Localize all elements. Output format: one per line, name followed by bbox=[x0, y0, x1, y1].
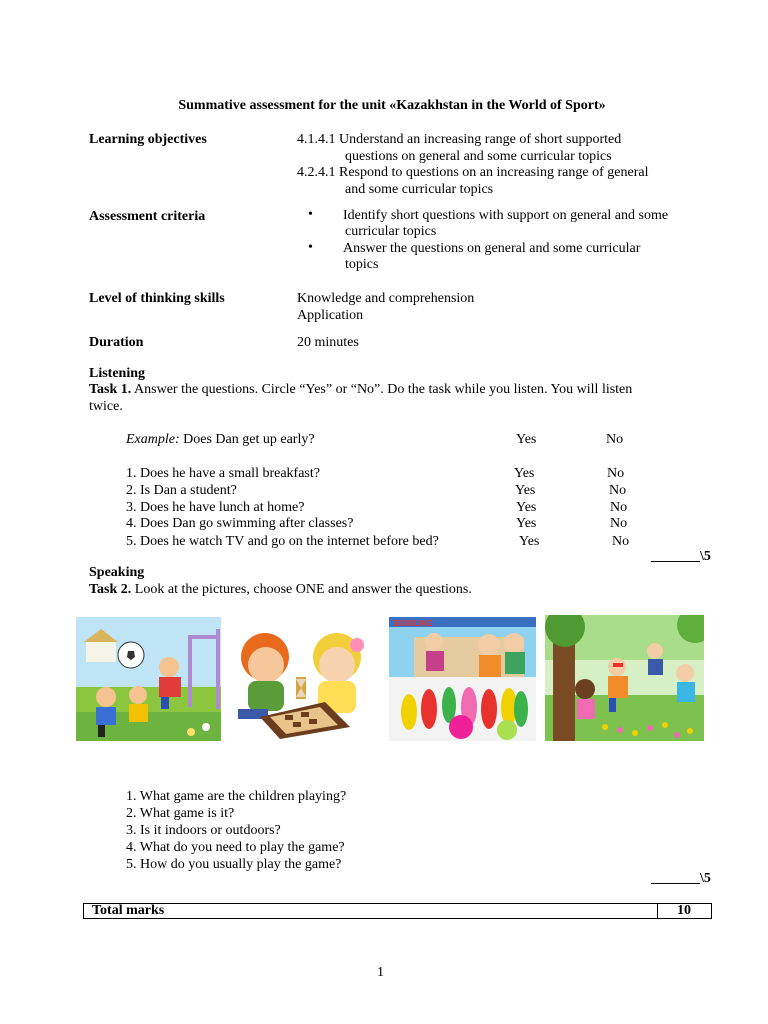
listening-question-3: 3. Does he have lunch at home? bbox=[126, 500, 305, 515]
objective-1-line2: questions on general and some curricular topics bbox=[345, 149, 612, 164]
task-1-text: Answer the questions. Circle “Yes” or “No”. Do the task while you listen. You will listen bbox=[131, 382, 633, 397]
thinking-skill-1: Knowledge and comprehension bbox=[297, 291, 475, 306]
objective-2-line2: and some curricular topics bbox=[345, 182, 494, 197]
objective-1-line1: 4.1.4.1 Understand an increasing range of short supported bbox=[297, 132, 622, 147]
criterion-1-line2: curricular topics bbox=[345, 224, 437, 239]
answer-no-3[interactable]: No bbox=[610, 500, 628, 515]
criterion-2-line2: topics bbox=[345, 257, 379, 272]
task-1-label: Task 1. bbox=[89, 382, 132, 397]
assessment-criteria-label: Assessment criteria bbox=[89, 209, 206, 224]
task-1-text-cont: twice. bbox=[89, 399, 123, 414]
answer-yes-4[interactable]: Yes bbox=[516, 516, 537, 531]
task-1-instructions bbox=[89, 382, 632, 398]
listening-question-5: 5. Does he watch TV and go on the internet before bed? bbox=[126, 534, 439, 549]
answer-no-5[interactable]: No bbox=[612, 534, 630, 549]
speaking-heading: Speaking bbox=[89, 565, 145, 580]
answer-no-4[interactable]: No bbox=[610, 516, 628, 531]
speaking-question-2: 2. What game is it? bbox=[126, 806, 235, 821]
listening-heading: Listening bbox=[89, 366, 146, 381]
listening-question-4: 4. Does Dan go swimming after classes? bbox=[126, 516, 354, 531]
example-no: No bbox=[606, 432, 624, 447]
answer-no-1[interactable]: No bbox=[607, 466, 625, 481]
learning-objectives-label: Learning objectives bbox=[89, 132, 207, 147]
example-label: Example: bbox=[126, 432, 180, 447]
duration-value: 20 minutes bbox=[297, 335, 359, 350]
total-marks-table bbox=[83, 903, 712, 919]
criterion-1-line1: Identify short questions with support on general and some bbox=[343, 208, 669, 223]
bowling-sign: BOWLING bbox=[394, 619, 433, 628]
answer-yes-3[interactable]: Yes bbox=[516, 500, 537, 515]
speaking-question-1: 1. What game are the children playing? bbox=[126, 789, 347, 804]
task-2-label: Task 2. bbox=[89, 582, 132, 597]
answer-yes-2[interactable]: Yes bbox=[515, 483, 536, 498]
task-2-text: Look at the pictures, choose ONE and answer the questions. bbox=[131, 582, 472, 597]
answer-yes-1[interactable]: Yes bbox=[514, 466, 535, 481]
total-marks-label: Total marks bbox=[92, 903, 165, 918]
listening-score: _______\5 bbox=[651, 549, 711, 564]
bullet-icon: • bbox=[308, 240, 313, 255]
speaking-questions bbox=[126, 788, 346, 873]
bowling-picture[interactable] bbox=[389, 617, 536, 741]
listening-question-1: 1. Does he have a small breakfast? bbox=[126, 466, 320, 481]
bullet-icon: • bbox=[308, 207, 313, 222]
speaking-question-3: 3. Is it indoors or outdoors? bbox=[126, 823, 281, 838]
duration-label: Duration bbox=[89, 335, 144, 350]
speaking-question-4: 4. What do you need to play the game? bbox=[126, 840, 345, 855]
table-divider bbox=[657, 904, 658, 918]
example-yes: Yes bbox=[516, 432, 537, 447]
blind-mans-buff-picture[interactable] bbox=[545, 615, 704, 741]
chess-picture[interactable] bbox=[230, 617, 371, 741]
answer-no-2[interactable]: No bbox=[609, 483, 627, 498]
answer-yes-5[interactable]: Yes bbox=[519, 534, 540, 549]
page-number: 1 bbox=[377, 965, 384, 980]
total-marks-value: 10 bbox=[677, 903, 691, 918]
speaking-score: _______\5 bbox=[651, 871, 711, 886]
task-2-instructions bbox=[89, 582, 472, 598]
football-picture[interactable] bbox=[76, 617, 221, 741]
objective-2-line1: 4.2.4.1 Respond to questions on an increasing range of general bbox=[297, 165, 649, 180]
listening-question-2: 2. Is Dan a student? bbox=[126, 483, 237, 498]
example-text: Does Dan get up early? bbox=[179, 432, 315, 447]
thinking-skills-label: Level of thinking skills bbox=[89, 291, 225, 306]
speaking-question-5: 5. How do you usually play the game? bbox=[126, 857, 342, 872]
criterion-2-line1: Answer the questions on general and some curricular bbox=[343, 241, 641, 256]
page-title: Summative assessment for the unit «Kazakhstan in the World of Sport» bbox=[178, 98, 606, 113]
thinking-skill-2: Application bbox=[297, 308, 364, 323]
example-question bbox=[126, 432, 315, 448]
